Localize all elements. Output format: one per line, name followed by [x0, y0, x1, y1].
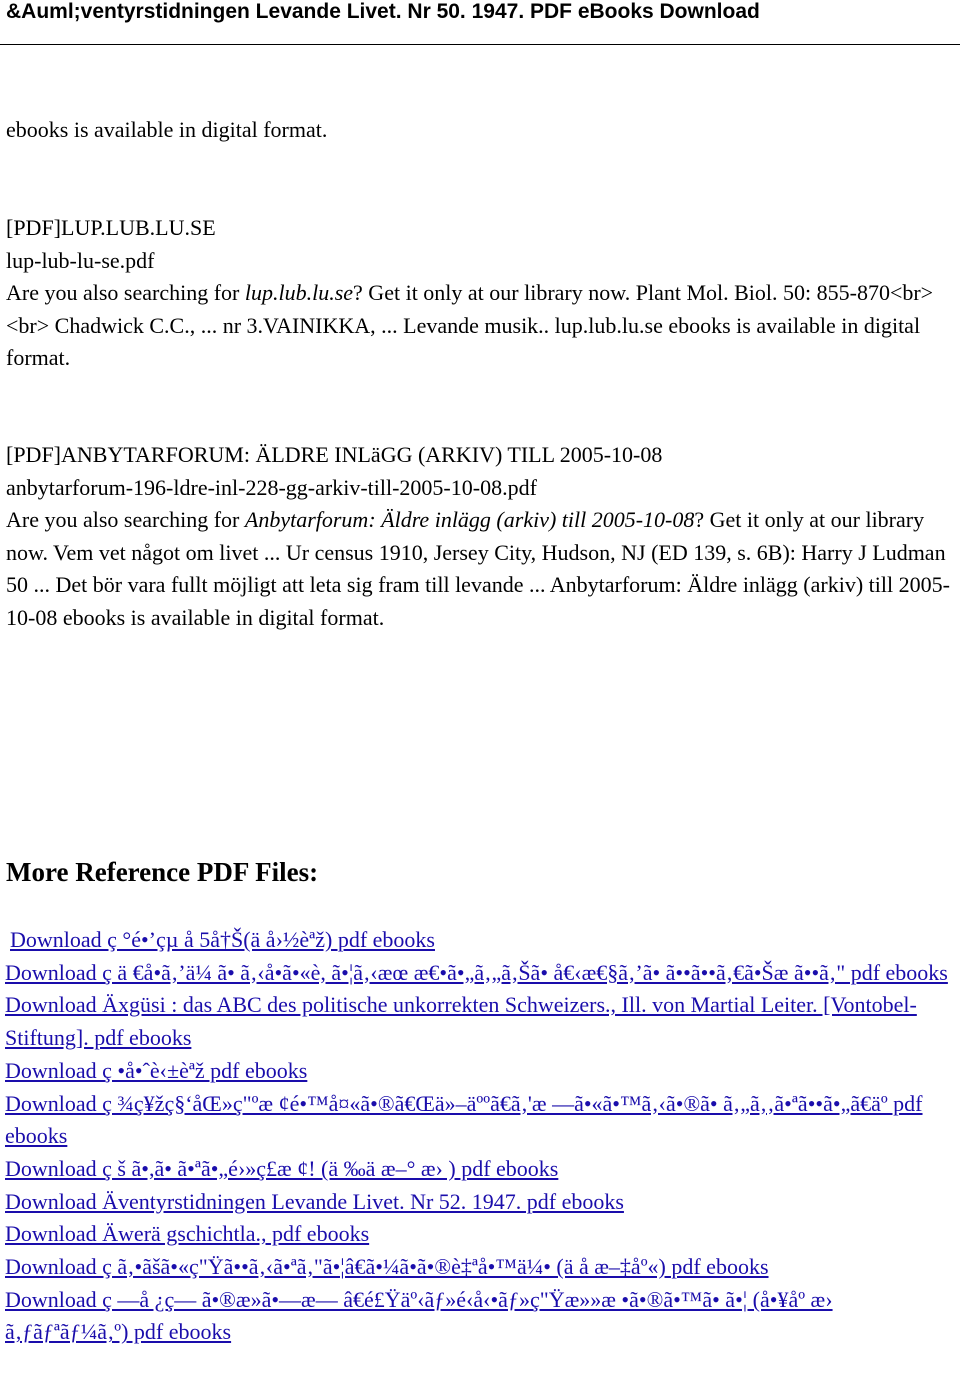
reference-link[interactable]: Download ç ã‚•ãšã•«ç"Ÿã••ã‚‹ã•ªã‚"ã•¦â€ã•¼ã•ã•®è‡ªå•™ä¼• (ä å æ–‡åº«) pdf ebooks: [5, 1254, 769, 1280]
reference-link[interactable]: Download Äwerä gschichtla., pdf ebooks: [5, 1221, 370, 1247]
reference-links: [5, 924, 955, 1349]
more-reference-title: More Reference PDF Files:: [6, 857, 319, 887]
section-anbytarforum: [6, 439, 956, 634]
section-text-post: ? Get it only at our library now. Plant Mol. Biol. 50: 855-870<br> <br> Chadwick C.C., ... nr 3.VAINIKKA, ... Levande musik.. lup.lub.lu.se ebooks is available in digital format.: [6, 280, 934, 370]
reference-link[interactable]: Download ç •å•ˆè‹±èªž pdf ebooks: [5, 1057, 308, 1083]
intro-text: ebooks is available in digital format.: [6, 117, 328, 142]
reference-link[interactable]: Download Äventyrstidningen Levande Livet. Nr 52. 1947. pdf ebooks: [5, 1188, 624, 1214]
reference-link[interactable]: Download ç š ã•,ã• ã•ªã•„é›»ç£æ ¢! (ä ‰ä æ–° æ› ) pdf ebooks: [5, 1155, 559, 1181]
section-text-post: ? Get it only at our library now. Vem vet något om livet ... Ur census 1910, Jersey City, Hudson, NJ (ED 139, s. 6B): Harry J Ludman 50 ... Det bör vara fullt möjligt att leta sig fram till levande ... Anbytarforum: Äldre inlägg (arkiv) till 2005-10-08 ebooks is available in digital format.: [6, 507, 950, 630]
section-lup: [6, 212, 956, 375]
page-header: [0, 0, 960, 45]
section-filename: lup-lub-lu-se.pdf: [6, 247, 155, 273]
reference-link[interactable]: Download ç °é•’çµ å 5å†Š(ä å›½èªž) pdf ebooks: [10, 927, 435, 952]
reference-link[interactable]: Download ç —å ¿ç— ã•®æ»ã•—æ— â€é£Ÿäº‹ãƒ»é‹å‹•ãƒ»ç"Ÿæ»»æ •ã•®ã•™ã• ã•¦ (å•¥åº æ› ã‚ƒãƒªãƒ¼ã‚º) pdf ebooks: [5, 1286, 833, 1345]
reference-link[interactable]: Download ç ¾ç¥žç§‘åŒ»ç"ºæ ¢é•™å¤«ã•®ã€Œä»–äººã€ã‚'æ —ã•«ã•™ã‚‹ã•®ã• ã‚„ã‚‚ã•ªã••ã•„ã€äº pdf ebooks: [5, 1090, 923, 1149]
page-title: &Auml;ventyrstidningen Levande Livet. Nr 50. 1947. PDF eBooks Download: [6, 0, 760, 23]
section-text: [6, 280, 933, 370]
section-text-italic: lup.lub.lu.se: [244, 280, 354, 305]
reference-link[interactable]: Download ç ä €å•ã‚’ä¼ ã• ã‚‹å•ã•«è, ã•¦ã‚‹æœ æ€•ã•„ã‚„ã‚Šã• å€‹æ€§ã‚’ã• ã••ã••ã‚€ã•Šæ ã••ã‚" pdf ebooks: [5, 959, 948, 985]
section-filename: anbytarforum-196-ldre-inl-228-gg-arkiv-till-2005-10-08.pdf: [6, 474, 537, 500]
section-text: [6, 507, 950, 630]
section-title: [PDF]LUP.LUB.LU.SE: [6, 215, 216, 240]
reference-link[interactable]: Download Äxgüsi : das ABC des politische unkorrekten Schweizers., Ill. von Martial Leiter. [Vontobel-Stiftung]. pdf ebooks: [5, 992, 917, 1051]
section-text-italic: Anbytarforum: Äldre inlägg (arkiv) till 2005-10-08: [244, 507, 695, 532]
section-text-pre: Are you also searching for: [6, 507, 245, 532]
section-text-pre: Are you also searching for: [6, 280, 245, 305]
section-title: [PDF]ANBYTARFORUM: ÄLDRE INLäGG (ARKIV) TILL 2005-10-08: [6, 442, 663, 467]
